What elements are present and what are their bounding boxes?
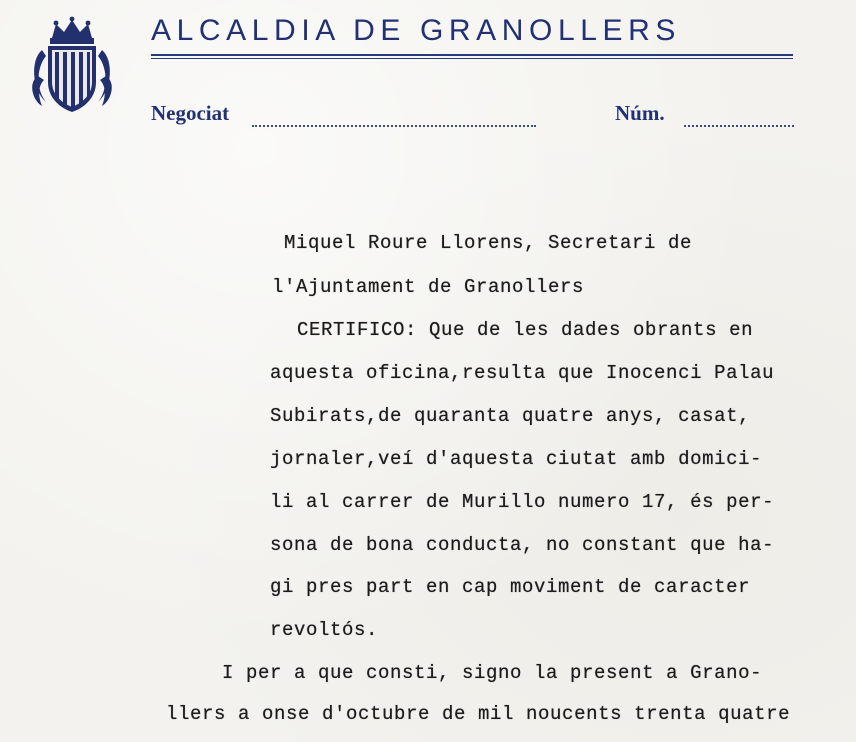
num-fill-line xyxy=(684,125,794,127)
title-rule-thick xyxy=(151,54,793,56)
body-line: CERTIFICO: Que de les dades obrants en xyxy=(297,319,754,341)
body-line: Miquel Roure Llorens, Secretari de xyxy=(284,232,693,254)
body-line: revoltós. xyxy=(270,619,379,641)
body-line: l'Ajuntament de Granollers xyxy=(272,276,585,298)
body-line: llers a onse d'octubre de mil noucents trenta quatre xyxy=(166,703,791,725)
body-line: sona de bona conducta, no constant que ha- xyxy=(270,534,775,556)
num-label: Núm. xyxy=(615,101,665,125)
body-line: I per a que consti, signo la present a Grano- xyxy=(222,662,763,684)
negociat-fill-line xyxy=(252,125,536,127)
negociat-label: Negociat xyxy=(151,101,230,125)
body-line: li al carrer de Murillo numero 17, és per- xyxy=(270,491,775,513)
coat-of-arms-icon xyxy=(28,16,116,116)
body-line: Subirats,de quaranta quatre anys, casat, xyxy=(270,405,751,427)
title-rule-thin xyxy=(151,58,793,59)
body-line: jornaler,veí d'aquesta ciutat amb domici- xyxy=(270,448,763,470)
letterhead-title: ALCALDIA DE GRANOLLERS xyxy=(151,14,682,47)
body-line: gi pres part en cap moviment de caracter xyxy=(270,576,751,598)
body-line: aquesta oficina,resulta que Inocenci Palau xyxy=(270,362,775,384)
